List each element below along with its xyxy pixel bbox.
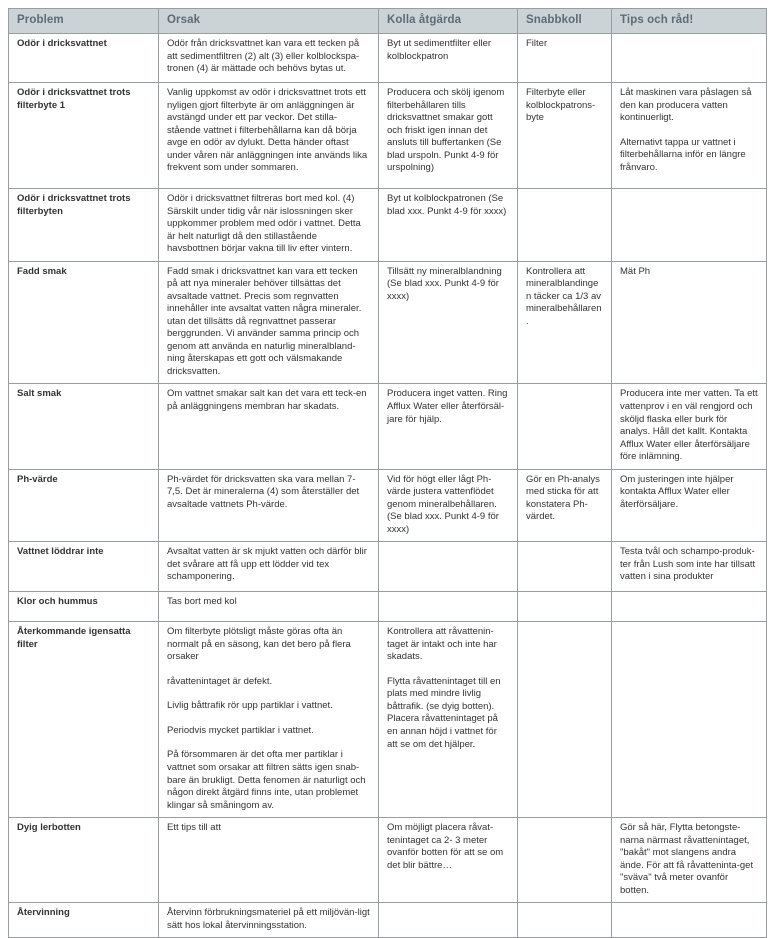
cell-paragraph: Testa tvål och schampo-produk-ter från Lush som inte har tillsatt vatten i sina produkter (620, 546, 756, 583)
cell-paragraph: Filterbyte eller kolblockpatrons-byte (526, 87, 596, 124)
cell-problem: Klor och hummus (9, 592, 159, 622)
cell-paragraph: Ph-värdet för dricksvatten ska vara mellan 7-7,5. Det är mineralerna (4) som återställer det avsaltade vattnets Ph-värde. (167, 473, 360, 510)
cell-paragraph: Om vattnet smakar salt kan det vara ett teck-en på anläggningens membran har skadats. (167, 388, 367, 412)
column-header-orsak: Orsak (159, 9, 379, 34)
table-row (9, 592, 767, 622)
cell-snabbkoll (518, 384, 612, 469)
cell-kolla-atgarda (379, 34, 518, 83)
cell-snabbkoll (518, 189, 612, 262)
cell-orsak (159, 469, 379, 542)
cell-kolla-atgarda (379, 469, 518, 542)
cell-problem: Odör i dricksvattnet trots filterbyte 1 (9, 83, 159, 189)
cell-paragraph: Ett tips till att (167, 822, 221, 834)
cell-problem: Vattnet löddrar inte (9, 542, 159, 592)
cell-tips-och-rad (612, 261, 767, 384)
cell-paragraph: Återvinn förbrukningsmateriel på ett miljövän-ligt sätt hos lokal återvinningsstation. (167, 907, 370, 931)
column-header-tips-och-rad: Tips och råd! (612, 9, 767, 34)
cell-orsak (159, 903, 379, 938)
cell-tips-och-rad (612, 469, 767, 542)
table-row (9, 384, 767, 469)
cell-paragraph: Odör i dricksvattnet filtreras bort med kol. (4) Särskilt under tidig vår när islossningen sker uppkommer problem med odör i vattnet. Detta är helt naturligt då den stillastående havsbottnen börjar vakna till liv efter vintern. (167, 193, 361, 255)
column-header-kolla-atgarda: Kolla åtgärda (379, 9, 518, 34)
cell-snabbkoll (518, 903, 612, 938)
table-header-row (9, 9, 767, 34)
cell-problem: Återvinning (9, 903, 159, 938)
cell-snabbkoll (518, 542, 612, 592)
cell-snabbkoll (518, 818, 612, 903)
cell-problem: Odör i dricksvattnet trots filterbyten (9, 189, 159, 262)
cell-paragraph: Avsaltat vatten är sk mjukt vatten och därför blir det svårare att få upp ett lödder vid tex schamponering. (167, 546, 367, 583)
cell-kolla-atgarda (379, 622, 518, 818)
cell-kolla-atgarda (379, 189, 518, 262)
table-row (9, 261, 767, 384)
cell-tips-och-rad (612, 622, 767, 818)
cell-paragraph: Mät Ph (620, 265, 651, 277)
cell-kolla-atgarda (379, 542, 518, 592)
cell-tips-och-rad (612, 384, 767, 469)
cell-orsak (159, 542, 379, 592)
troubleshooting-table (8, 8, 767, 938)
cell-orsak (159, 34, 379, 83)
cell-tips-och-rad (612, 189, 767, 262)
cell-tips-och-rad (612, 34, 767, 83)
cell-paragraph: Byt ut kolblockpatronen (Se blad xxx. Punkt 4-9 för xxxx) (387, 193, 507, 217)
cell-paragraph: Vanlig uppkomst av odör i dricksvattnet trots ett nyligen gjort filterbyte är om anläggningen är avstängd under ett par veckor. Det stilla-stående vattnet i filterbehållarna kan då börja avge en odör av dylukt. Detta händer oftast under våren när anläggningen inte används lika frekvent som under sommaren. (167, 87, 368, 174)
cell-snabbkoll (518, 592, 612, 622)
cell-paragraph: Byt ut sedimentfilter eller kolblockpatron (387, 38, 492, 62)
table-row (9, 818, 767, 903)
cell-paragraph: Tillsätt ny mineralblandning (Se blad xxx. Punkt 4-9 för xxxx) (387, 265, 502, 302)
cell-paragraph: Gör så här, Flytta betongste-narna närmast råvattenintaget, "bakåt" mot slangens andra ände. För att få råvatteninta-get "sväva" två meter ovanför botten. (620, 822, 754, 896)
table-row (9, 469, 767, 542)
cell-snabbkoll (518, 261, 612, 384)
cell-paragraph: Livlig båttrafik rör upp partiklar i vattnet. (167, 700, 333, 712)
cell-snabbkoll (518, 34, 612, 83)
cell-kolla-atgarda (379, 818, 518, 903)
column-header-snabbkoll: Snabbkoll (518, 9, 612, 34)
cell-orsak (159, 384, 379, 469)
cell-orsak (159, 261, 379, 384)
cell-problem: Odör i dricksvattnet (9, 34, 159, 83)
cell-paragraph: Producera och skölj igenom filterbehållaren tills dricksvattnet smakar gott och friskt igen innan det ansluts till buffertanken (Se blad urspoln. Punkt 4-9 för urspolning) (387, 87, 505, 174)
column-header-problem: Problem (9, 9, 159, 34)
cell-tips-och-rad (612, 542, 767, 592)
cell-problem: Ph-värde (9, 469, 159, 542)
cell-paragraph: Om filterbyte plötsligt måste göras ofta än normalt på en säsong, kan det bero på flera orsaker (167, 626, 351, 663)
cell-paragraph: Fadd smak i dricksvattnet kan vara ett tecken på att nya mineraler behöver tillsättas det avsaltade vattnet. Precis som regnvatten innehåller inte avsaltat vatten några mineraler. utan det tillsätts då regnvattnet passerar berggrunden. Vi använder samma princip och genom att använda en naturlig mineralbland-ning återskapas ett gott och välsmakande dricksvatten. (167, 265, 362, 377)
cell-kolla-atgarda (379, 261, 518, 384)
cell-paragraph: Om möjligt placera råvat-tenintaget ca 2- 3 meter ovanför botten för att se om det blir bättre… (387, 822, 504, 871)
cell-tips-och-rad (612, 903, 767, 938)
cell-paragraph: Tas bort med kol (167, 596, 237, 608)
cell-snabbkoll (518, 83, 612, 189)
cell-orsak (159, 189, 379, 262)
cell-orsak (159, 818, 379, 903)
cell-snabbkoll (518, 469, 612, 542)
cell-paragraph: Gör en Ph-analys med sticka för att konstatera Ph-värdet. (526, 473, 600, 523)
cell-kolla-atgarda (379, 384, 518, 469)
cell-problem: Fadd smak (9, 261, 159, 384)
cell-paragraph: råvattenintaget är defekt. (167, 675, 273, 687)
cell-kolla-atgarda (379, 903, 518, 938)
cell-problem: Dyig lerbotten (9, 818, 159, 903)
table-row (9, 622, 767, 818)
cell-orsak (159, 622, 379, 818)
cell-kolla-atgarda (379, 83, 518, 189)
cell-paragraph: Låt maskinen vara påslagen så den kan producera vatten kontinuerligt. (620, 87, 752, 124)
cell-paragraph: Producera inte mer vatten. Ta ett vattenprov i en väl rengjord och sköljd flaska eller burk för analys. Håll det kallt. Kontakta Afflux Water eller återförsäljare före inlämning. (620, 388, 758, 463)
cell-paragraph: Producera inget vatten. Ring Afflux Water eller återförsäl-jare för hjälp. (387, 388, 508, 425)
cell-paragraph: Kontrollera att mineralblandingen täcker ca 1/3 av mineralbehållaren. (526, 265, 602, 327)
cell-problem: Salt smak (9, 384, 159, 469)
cell-orsak (159, 592, 379, 622)
cell-tips-och-rad (612, 83, 767, 189)
cell-paragraph: Alternativt tappa ur vattnet i filterbehållarna inför en längre frånvaro. (620, 136, 746, 173)
cell-paragraph: Kontrollera att råvattenin-taget är intakt och inte har skadats. (387, 626, 497, 663)
cell-paragraph: Vid för högt eller lågt Ph-värde justera vattenflödet genom mineralbehållaren. (Se blad xxx. Punkt 4-9 för xxxx) (387, 473, 499, 535)
cell-kolla-atgarda (379, 592, 518, 622)
cell-paragraph: Odör från dricksvattnet kan vara ett tecken på att sedimentfiltren (2) alt (3) eller kolblockspa-tronen (4) är mättade och behövs bytas ut. (167, 38, 360, 75)
cell-paragraph: Periodvis mycket partiklar i vattnet. (167, 724, 314, 736)
table-row (9, 34, 767, 83)
table-row (9, 542, 767, 592)
cell-paragraph: På försommaren är det ofta mer partiklar i vattnet som orsakar att filtren sätts igen snab-bare än brukligt. Detta fenomen är naturligt och någon direkt åtgärd finns inte, utan problemet klingar så småningom av. (167, 749, 366, 811)
cell-tips-och-rad (612, 818, 767, 903)
cell-tips-och-rad (612, 592, 767, 622)
table-row (9, 189, 767, 262)
cell-snabbkoll (518, 622, 612, 818)
cell-paragraph: Flytta råvattenintaget till en plats med mindre livlig båttrafik. (se dyig botten). Placera råvattenintaget på en annan höjd i vattnet för att se om det hjälper. (387, 675, 501, 750)
cell-problem: Återkommande igensatta filter (9, 622, 159, 818)
cell-paragraph: Filter (526, 38, 548, 49)
cell-paragraph: Om justeringen inte hjälper kontakta Afflux Water eller återförsäljare. (620, 473, 734, 510)
table-row (9, 903, 767, 938)
cell-orsak (159, 83, 379, 189)
table-row (9, 83, 767, 189)
